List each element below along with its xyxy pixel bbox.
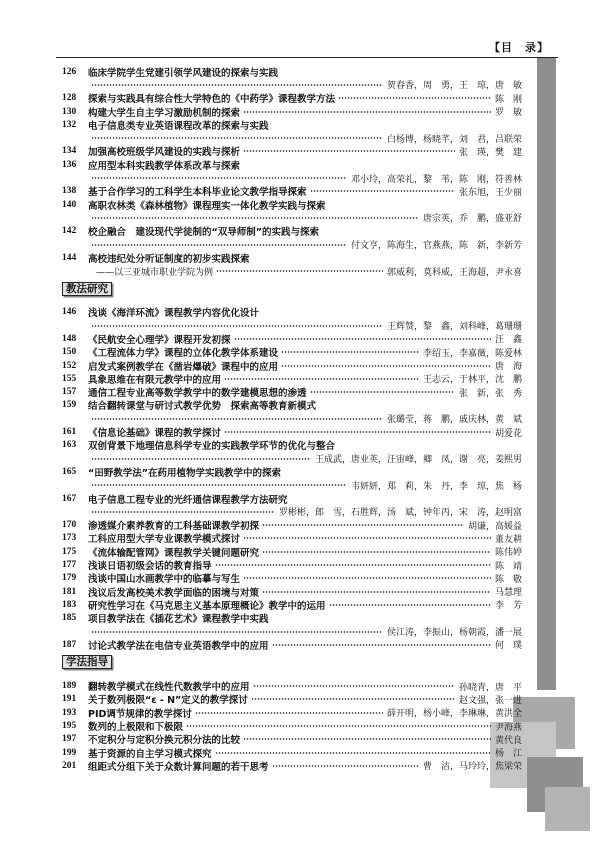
entry-line <box>62 399 522 412</box>
page-number: 130 <box>62 106 77 117</box>
table-of-contents <box>62 65 522 773</box>
page-number: 179 <box>62 573 77 584</box>
page-number: 187 <box>62 639 77 650</box>
entry-title: “田野教学法”在药用植物学实践教学中的探索 <box>88 467 281 479</box>
page-number: 128 <box>62 93 77 104</box>
entry-authors: 王成武，唐业英，汪宙峰，卿 凤，谢 亮，姜熙男 <box>314 455 522 466</box>
entry-title: 通信工程专业高等数学教学中的数学建模思想的渗透 <box>88 388 307 400</box>
toc-entry <box>62 746 522 759</box>
entry-line <box>62 558 522 571</box>
entry-title: 结合翻转课堂与研讨式教学优势 探索高等教育新模式 <box>88 401 317 413</box>
page-number: 191 <box>62 694 77 705</box>
entry-authors: 贺春香，周 勇，王 琼，唐 敏 <box>386 81 522 92</box>
header-rule <box>56 57 558 58</box>
dot-leader <box>91 457 311 461</box>
entry-line <box>62 425 522 438</box>
toc-entry <box>62 359 522 372</box>
toc-entry <box>62 519 522 532</box>
page-number: 138 <box>62 186 77 197</box>
entry-authors: 陈 敬 <box>494 574 522 585</box>
page-number: 189 <box>62 681 77 692</box>
toc-entry <box>62 706 522 719</box>
dot-leader <box>216 269 383 273</box>
entry-title: 《信息论基础》课程的教学探讨 <box>88 428 222 440</box>
toc-entry <box>62 399 522 426</box>
entry-line <box>62 145 522 158</box>
page-number: 163 <box>62 440 77 451</box>
entry-title: 《工程流体力学》课程的立体化教学体系建设 <box>88 348 279 360</box>
dot-leader <box>243 737 491 741</box>
entry-title: 高校违纪处分听证制度的初步实践探索 <box>88 253 250 265</box>
entry-title: 数列的上极限和下极限 <box>88 722 184 734</box>
dot-leader <box>251 697 455 701</box>
entry-authors: 罗彬彬，郎 雪，石胜辉，汤 斌，钟年丙，宋 涛，赵明富 <box>278 508 522 519</box>
entry-byline <box>62 505 522 518</box>
entry-title: 电子信息类专业英语课程改革的探索与实践 <box>88 120 269 132</box>
toc-entry <box>62 225 522 252</box>
page-number: 199 <box>62 747 77 758</box>
dot-leader <box>91 510 275 514</box>
page-number: 197 <box>62 734 77 745</box>
entry-byline <box>62 238 522 251</box>
dot-leader <box>262 590 491 594</box>
dot-leader <box>272 764 419 768</box>
toc-entry <box>62 759 522 772</box>
entry-byline <box>62 479 522 492</box>
page-number: 165 <box>62 466 77 477</box>
entry-line <box>62 679 522 692</box>
dot-leader <box>195 711 383 715</box>
entry-subtitle: ——以三亚城市职业学院为例 <box>96 267 214 278</box>
dot-leader <box>243 576 491 580</box>
entry-authors: 陈 靖 <box>494 561 522 572</box>
entry-authors: 张 新，张 秀 <box>458 388 522 399</box>
entry-authors: 罗 敏 <box>494 108 522 119</box>
toc-entry <box>62 65 522 92</box>
dot-leader <box>91 324 383 328</box>
toc-section <box>62 282 522 652</box>
entry-authors: 张 瑛，樊 建 <box>458 147 522 158</box>
entry-line <box>62 198 522 211</box>
entry-byline <box>62 131 522 144</box>
toc-entry <box>62 198 522 225</box>
toc-entry <box>62 492 522 519</box>
page-number: 173 <box>62 533 77 544</box>
entry-byline <box>62 211 522 224</box>
entry-authors: 李 芳 <box>494 601 522 612</box>
entry-title: 具象思维在有限元教学中的应用 <box>88 374 222 386</box>
page-number: 161 <box>62 427 77 438</box>
toc-entry <box>62 572 522 585</box>
dot-leader <box>243 110 491 114</box>
entry-title: 浅议后发高校美术教学面临的困境与对策 <box>88 587 260 599</box>
toc-entry <box>62 585 522 598</box>
entry-title: 讨论式教学法在电信专业英语教学中的应用 <box>88 640 269 652</box>
toc-entry <box>62 346 522 359</box>
entry-byline <box>62 452 522 465</box>
entry-line <box>62 746 522 759</box>
dot-leader <box>215 563 491 567</box>
dot-leader <box>224 377 419 381</box>
dot-leader <box>262 550 491 554</box>
entry-line <box>62 719 522 732</box>
toc-entry <box>62 558 522 571</box>
entry-line <box>62 158 522 171</box>
page-number: 146 <box>62 307 77 318</box>
entry-title: 组距式分组下关于众数计算问题的若干思考 <box>88 761 269 773</box>
entry-authors: 孙晓青，唐 平 <box>458 682 522 693</box>
dot-leader <box>91 243 347 247</box>
page-number: 195 <box>62 721 77 731</box>
entry-byline <box>62 264 522 277</box>
entry-title: 不定积分与定积分换元积分法的比较 <box>88 735 241 747</box>
toc-entry <box>62 598 522 611</box>
dot-leader <box>91 630 383 634</box>
entry-title: 浅谈日语初级会话的教育指导 <box>88 561 212 573</box>
dot-leader <box>91 417 383 421</box>
dot-leader <box>281 364 491 368</box>
entry-line <box>62 733 522 746</box>
toc-entry <box>62 439 522 466</box>
entry-authors: 唐 海 <box>494 362 522 373</box>
page-number: 170 <box>62 520 77 531</box>
page-number: 159 <box>62 400 77 411</box>
entry-authors: 唐宗英，乔 鹏，盛亚舒 <box>422 214 522 225</box>
entry-authors: 薛开明，杨小峰，李琳琳，黄洪全 <box>386 709 522 720</box>
running-header-title: 【目 录】 <box>489 41 549 54</box>
toc-entry <box>62 386 522 399</box>
entry-byline <box>62 78 522 91</box>
toc-entry <box>62 545 522 558</box>
dot-leader <box>215 751 491 755</box>
entry-authors: 郭威利，莫科威，王海超，尹永喜 <box>386 267 522 278</box>
toc-entry <box>62 306 522 333</box>
dot-leader <box>91 216 419 220</box>
entry-title: 渗透媒介素养教育的工科基础课教学初探 <box>88 521 260 533</box>
dot-leader <box>253 684 455 688</box>
dot-leader <box>243 149 455 153</box>
entry-line <box>62 638 522 651</box>
dot-leader <box>272 643 491 647</box>
page-number: 144 <box>62 252 77 263</box>
entry-title: 基于合作学习的工科学生本科毕业论文教学指导探索 <box>88 187 307 199</box>
entry-line <box>62 693 522 706</box>
entry-line <box>62 465 522 478</box>
entry-authors: 尹海燕 <box>494 722 522 733</box>
entry-authors: 杨 江 <box>494 749 522 760</box>
entry-title: 高职农林类《森林植物》课程理实一体化教学实践与探索 <box>88 200 326 212</box>
toc-entry <box>62 638 522 651</box>
entry-title: 浅谈中国山水画教学中的临摹与写生 <box>88 574 241 586</box>
page-number: 152 <box>62 360 77 371</box>
entry-line <box>62 65 522 78</box>
entry-title: 基于资源的自主学习模式探究 <box>88 748 212 760</box>
entry-authors: 白杨博，杨晓芊，刘 君，吕联荣 <box>386 134 522 145</box>
entry-line <box>62 332 522 345</box>
entry-line <box>62 118 522 131</box>
entry-title: 启发式案例教学在《凿岩爆破》课程中的应用 <box>88 361 279 373</box>
entry-byline <box>62 319 522 332</box>
toc-section <box>62 655 522 772</box>
entry-authors: 韦妍妍，郑 莉，朱 丹，李 琼，焦 杨 <box>350 481 522 492</box>
entry-authors: 王志云，于林平，沈 鹏 <box>422 375 522 386</box>
dot-leader <box>224 430 491 434</box>
toc-entry <box>62 425 522 438</box>
entry-authors: 付文亨，陈海生，官燕燕，陈 新，李新芳 <box>350 241 522 251</box>
entry-authors: 王辉赞，黎 鑫，刘科峰，葛珊珊 <box>386 322 522 333</box>
entry-authors: 曹 洁，马玲玲，焦梁荣 <box>422 762 522 773</box>
toc-entry <box>62 251 522 278</box>
entry-authors: 邓小玲，高荣礼，黎 苇，陈 刚，符善林 <box>350 174 522 185</box>
page-number: 140 <box>62 199 77 210</box>
page-number: 148 <box>62 333 77 344</box>
entry-line <box>62 185 522 198</box>
page-number: 134 <box>62 146 77 157</box>
page-number: 193 <box>62 707 77 718</box>
dot-leader <box>281 350 419 354</box>
toc-entry <box>62 92 522 105</box>
entry-title: 研究性学习在《马克思主义基本原理概论》教学中的运用 <box>88 600 326 612</box>
page-number: 132 <box>62 119 77 130</box>
toc-entry <box>62 372 522 385</box>
toc-entry <box>62 145 522 158</box>
entry-line <box>62 105 522 118</box>
entry-authors: 陈 刚 <box>494 94 522 105</box>
entry-line <box>62 306 522 319</box>
dot-leader <box>329 603 491 607</box>
entry-title: 应用型本科实践教学体系改革与探索 <box>88 160 241 172</box>
entry-byline <box>62 625 522 638</box>
toc-entry <box>62 185 522 198</box>
entry-title: 电子信息工程专业的光纤通信课程教学方法研究 <box>88 494 288 506</box>
entry-line <box>62 585 522 598</box>
entry-title: 校企融合 建设现代学徒制的“双导师制”的实践与探索 <box>88 227 319 239</box>
toc-entry <box>62 465 522 492</box>
dot-leader <box>234 337 491 341</box>
entry-line <box>62 439 522 452</box>
page-number: 181 <box>62 586 77 597</box>
dot-leader <box>91 83 383 87</box>
entry-authors: 侯江涛，李振山，杨朝霞，潘一展 <box>386 628 522 639</box>
entry-byline <box>62 171 522 184</box>
page-number: 201 <box>62 760 77 771</box>
page-number: 167 <box>62 493 77 504</box>
entry-line <box>62 759 522 772</box>
entry-line <box>62 372 522 385</box>
toc-entry <box>62 118 522 145</box>
entry-line <box>62 359 522 372</box>
entry-line <box>62 612 522 625</box>
entry-authors: 胡谦，高媛益 <box>467 521 522 532</box>
entry-title: 关于数列极限“ε - N”定义的教学探讨 <box>88 695 248 707</box>
page-number: 136 <box>62 159 77 170</box>
toc-section <box>62 65 522 278</box>
dot-leader <box>310 189 455 193</box>
entry-title: 翻转教学模式在线性代数教学中的应用 <box>88 682 250 694</box>
toc-entry <box>62 693 522 706</box>
toc-entry <box>62 158 522 185</box>
entry-authors: 胡爱花 <box>494 428 522 439</box>
page-number: 185 <box>62 613 77 624</box>
dot-leader <box>91 176 347 180</box>
entry-line <box>62 346 522 359</box>
toc-entry <box>62 679 522 692</box>
page-number: 142 <box>62 226 77 237</box>
entry-title: 探索与实践具有综合性大学特色的《中药学》课程教学方法 <box>88 94 336 106</box>
entry-title: 双创背景下地理信息科学专业的实践教学环节的优化与整合 <box>88 441 336 453</box>
entry-line <box>62 519 522 532</box>
dot-leader <box>243 536 491 540</box>
entry-title: 构建大学生自主学习激励机制的探索 <box>88 107 241 119</box>
toc-entry <box>62 612 522 639</box>
dot-leader <box>310 390 455 394</box>
dot-leader <box>91 136 383 140</box>
toc-entry <box>62 532 522 545</box>
corner-step-block <box>545 787 590 831</box>
entry-line <box>62 598 522 611</box>
section-heading: 教法研究 <box>62 282 112 296</box>
entry-authors: 张东旭，王少丽 <box>458 187 522 198</box>
page-number: 150 <box>62 347 77 358</box>
page-number: 183 <box>62 599 77 610</box>
page-number: 177 <box>62 560 77 571</box>
entry-line <box>62 706 522 719</box>
entry-title: 《民航安全心理学》课程开发初探 <box>88 335 231 346</box>
entry-authors: 汪 鑫 <box>494 335 522 346</box>
entry-line <box>62 386 522 399</box>
page-number: 155 <box>62 373 77 384</box>
entry-authors: 陈伟婷 <box>494 548 522 559</box>
side-thumb-bar <box>537 58 556 690</box>
entry-byline <box>62 412 522 425</box>
entry-authors: 马慧理 <box>494 588 522 599</box>
dot-leader <box>186 724 491 728</box>
entry-authors: 张璐莹，蒋 鹏，戚庆林，黄 斌 <box>386 415 522 426</box>
dot-leader <box>338 96 491 100</box>
toc-entry <box>62 719 522 732</box>
entry-line <box>62 92 522 105</box>
entry-authors: 黄代良 <box>494 735 522 746</box>
entry-title: 项目教学法在《插花艺术》课程教学中实践 <box>88 614 269 626</box>
page-number: 175 <box>62 546 77 557</box>
entry-title: 浅谈《海洋环流》课程教学内容优化设计 <box>88 308 260 320</box>
entry-line <box>62 492 522 505</box>
section-heading: 学法指导 <box>62 655 112 669</box>
page-number: 157 <box>62 387 77 398</box>
dot-leader <box>91 483 347 487</box>
page-number: 126 <box>62 66 77 77</box>
toc-entry <box>62 105 522 118</box>
entry-title: PID调节规律的教学探讨 <box>88 708 192 720</box>
entry-line <box>62 251 522 264</box>
entry-line <box>62 225 522 238</box>
entry-authors: 赵文强，张一进 <box>458 695 522 706</box>
toc-entry <box>62 332 522 345</box>
entry-title: 工科应用型大学专业课教学模式探讨 <box>88 534 241 546</box>
entry-authors: 李绍玉，李嘉薇，陈爱林 <box>422 348 522 359</box>
entry-title: 加强高校班级学风建设的实践与探析 <box>88 147 241 159</box>
dot-leader <box>262 523 464 527</box>
entry-title: 《流体输配管网》课程教学关键问题研究 <box>88 547 260 559</box>
entry-authors: 董友耕 <box>494 534 522 545</box>
entry-authors: 何 璞 <box>494 641 522 652</box>
entry-line <box>62 532 522 545</box>
entry-line <box>62 545 522 558</box>
toc-entry <box>62 733 522 746</box>
entry-title: 临床学院学生党建引领学风建设的探索与实践 <box>88 67 279 79</box>
entry-line <box>62 572 522 585</box>
